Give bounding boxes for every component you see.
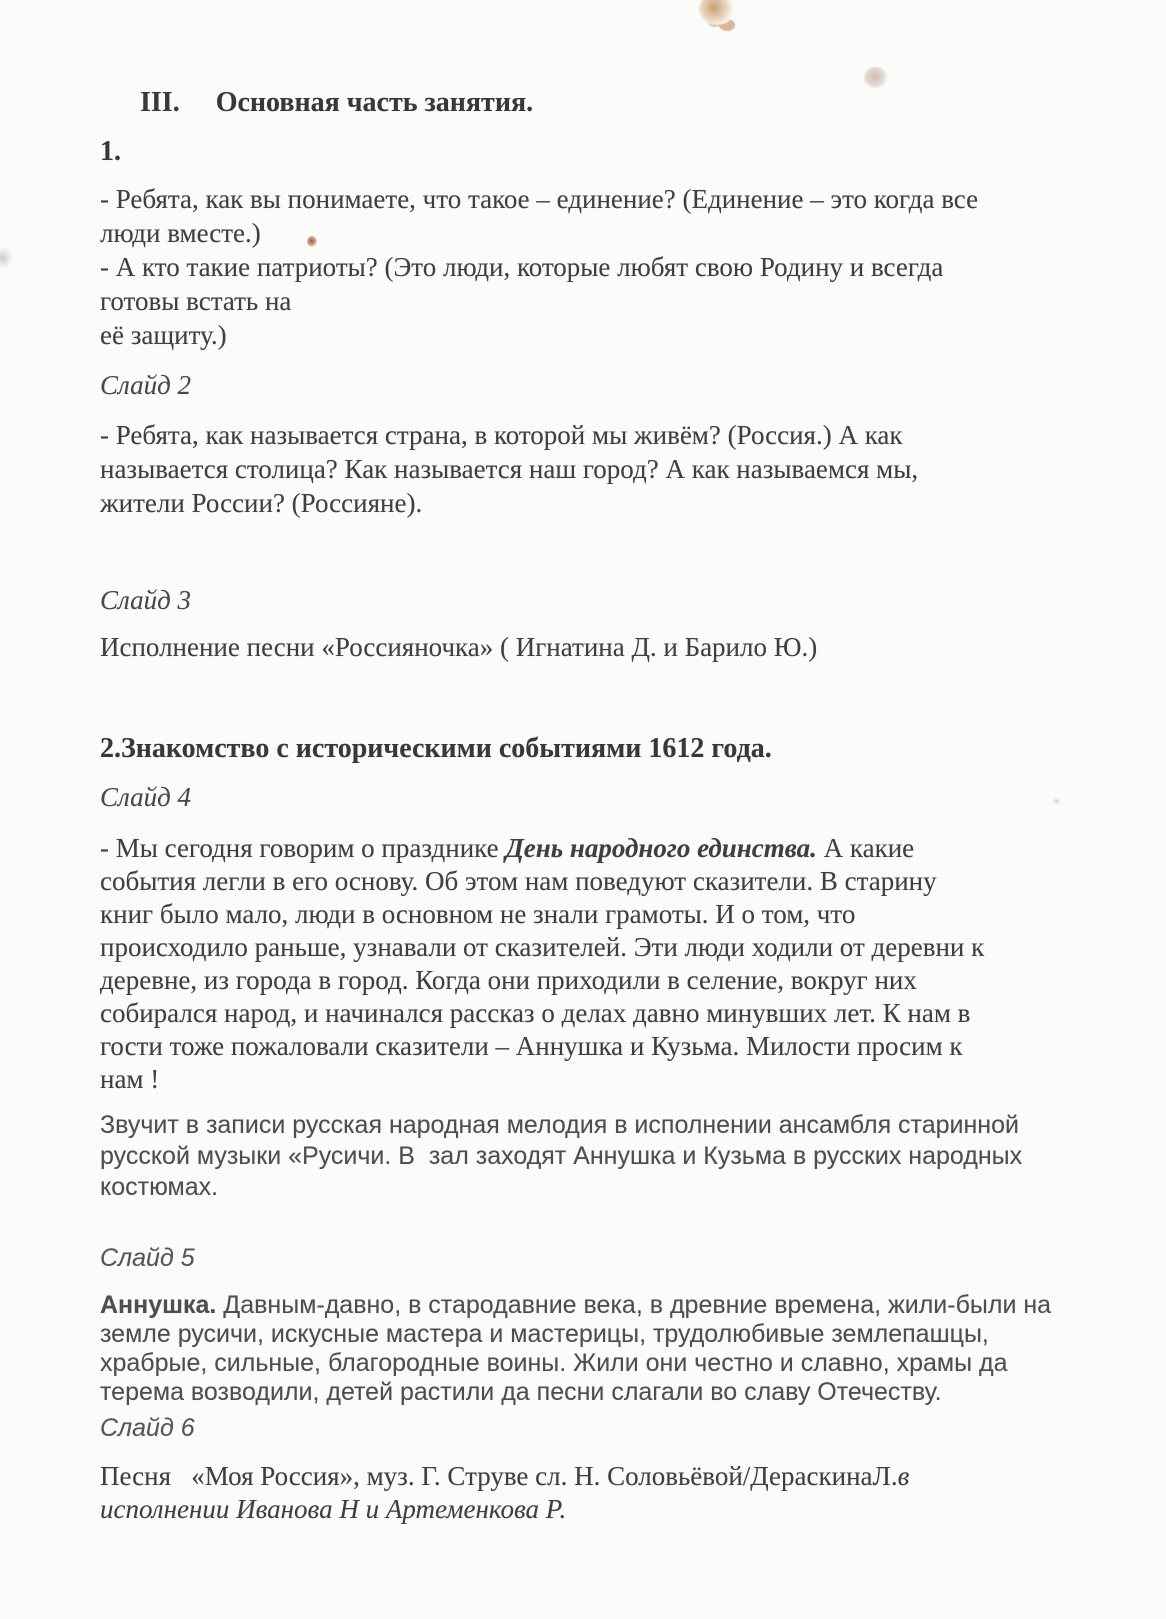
paragraph-song-2	[100, 1460, 1066, 1526]
slide-label-2: Слайд 2	[100, 370, 192, 400]
text-line: русской музыки «Русичи. В зал заходят Аннушка и Кузьма в русских народных	[100, 1142, 1023, 1170]
text-line: - Ребята, как называется страна, в которой мы живём? (Россия.) А как	[100, 420, 903, 450]
holiday-name-emphasis: День народного единства.	[505, 833, 817, 863]
section-title: Основная часть занятия.	[215, 87, 534, 118]
text-line: происходило раньше, узнавали от сказителей. Эти люди ходили от деревни к	[100, 932, 985, 962]
text-line: готовы встать на	[100, 286, 292, 316]
text-line: гости тоже пожаловали сказители – Аннушка и Кузьма. Милости просим к	[100, 1031, 963, 1061]
section-heading-2: 2.Знакомство с историческими событиями 1612 года.	[100, 733, 772, 764]
text-line: храбрые, сильные, благородные воины. Жили они честно и славно, храмы да	[100, 1349, 1008, 1377]
slide-label-6: Слайд 6	[100, 1414, 195, 1442]
text-span-italic: в	[897, 1461, 910, 1491]
text-line: называется столица? Как называется наш город? А как называемся мы,	[100, 454, 919, 484]
text-line: люди вместе.)	[100, 218, 261, 248]
slide-label-4: Слайд 4	[100, 782, 192, 812]
slide-label-3: Слайд 3	[100, 585, 192, 615]
paragraph-story-intro	[100, 832, 1066, 1096]
text-line: деревне, из города в город. Когда они приходили в селение, вокруг них	[100, 965, 917, 995]
text-line: жители России? (Россияне).	[100, 488, 423, 518]
text-line	[100, 832, 1066, 865]
text-line: терема возводили, детей растили да песни слагали во славу Отечеству.	[100, 1378, 942, 1406]
text-line: события легли в его основу. Об этом нам поведуют сказители. В старину	[100, 866, 937, 896]
paragraph-song-1	[100, 630, 1066, 664]
text-line	[100, 1291, 1066, 1320]
text-line: Исполнение песни «Россияночка» ( Игнатина Д. и Барило Ю.)	[100, 632, 818, 662]
section-number: III.	[140, 87, 180, 118]
text-line: нам !	[100, 1064, 160, 1094]
paragraph-dialogue-1	[100, 182, 1066, 352]
section-heading	[100, 86, 1066, 120]
text-span: А какие	[816, 833, 915, 863]
text-span: Давным-давно, в стародавние века, в древние времена, жили-были на	[216, 1291, 1052, 1319]
text-span: Песня «Моя Россия», муз. Г. Струве сл. Н. Соловьёвой/ДераскинаЛ.	[100, 1461, 898, 1491]
paragraph-dialogue-2	[100, 418, 1066, 520]
text-line: книг было мало, люди в основном не знали грамоты. И о том, что	[100, 899, 856, 929]
text-line: её защиту.)	[100, 320, 227, 350]
speaker-name: Аннушка.	[100, 1291, 217, 1319]
text-line: - А кто такие патриоты? (Это люди, которые любят свою Родину и всегда	[100, 252, 944, 282]
text-line: костюмах.	[100, 1173, 219, 1201]
text-line: Звучит в записи русская народная мелодия в исполнении ансамбля старинной	[100, 1111, 1019, 1139]
text-line: - Ребята, как вы понимаете, что такое – единение? (Единение – это когда все	[100, 184, 979, 214]
slide-label-5: Слайд 5	[100, 1244, 195, 1272]
text-line: собирался народ, и начинался рассказ о делах давно минувших лет. К нам в	[100, 998, 971, 1028]
paragraph-annushka-speech	[100, 1291, 1066, 1407]
text-line: исполнении Иванова Н и Артеменкова Р.	[100, 1494, 567, 1524]
paragraph-stage-direction	[100, 1110, 1066, 1203]
text-span: - Мы сегодня говорим о празднике	[100, 833, 506, 863]
text-line	[100, 1460, 1066, 1493]
text-line: земле русичи, искусные мастера и мастерицы, трудолюбивые землепашцы,	[100, 1320, 989, 1348]
item-number-1: 1.	[100, 136, 121, 167]
